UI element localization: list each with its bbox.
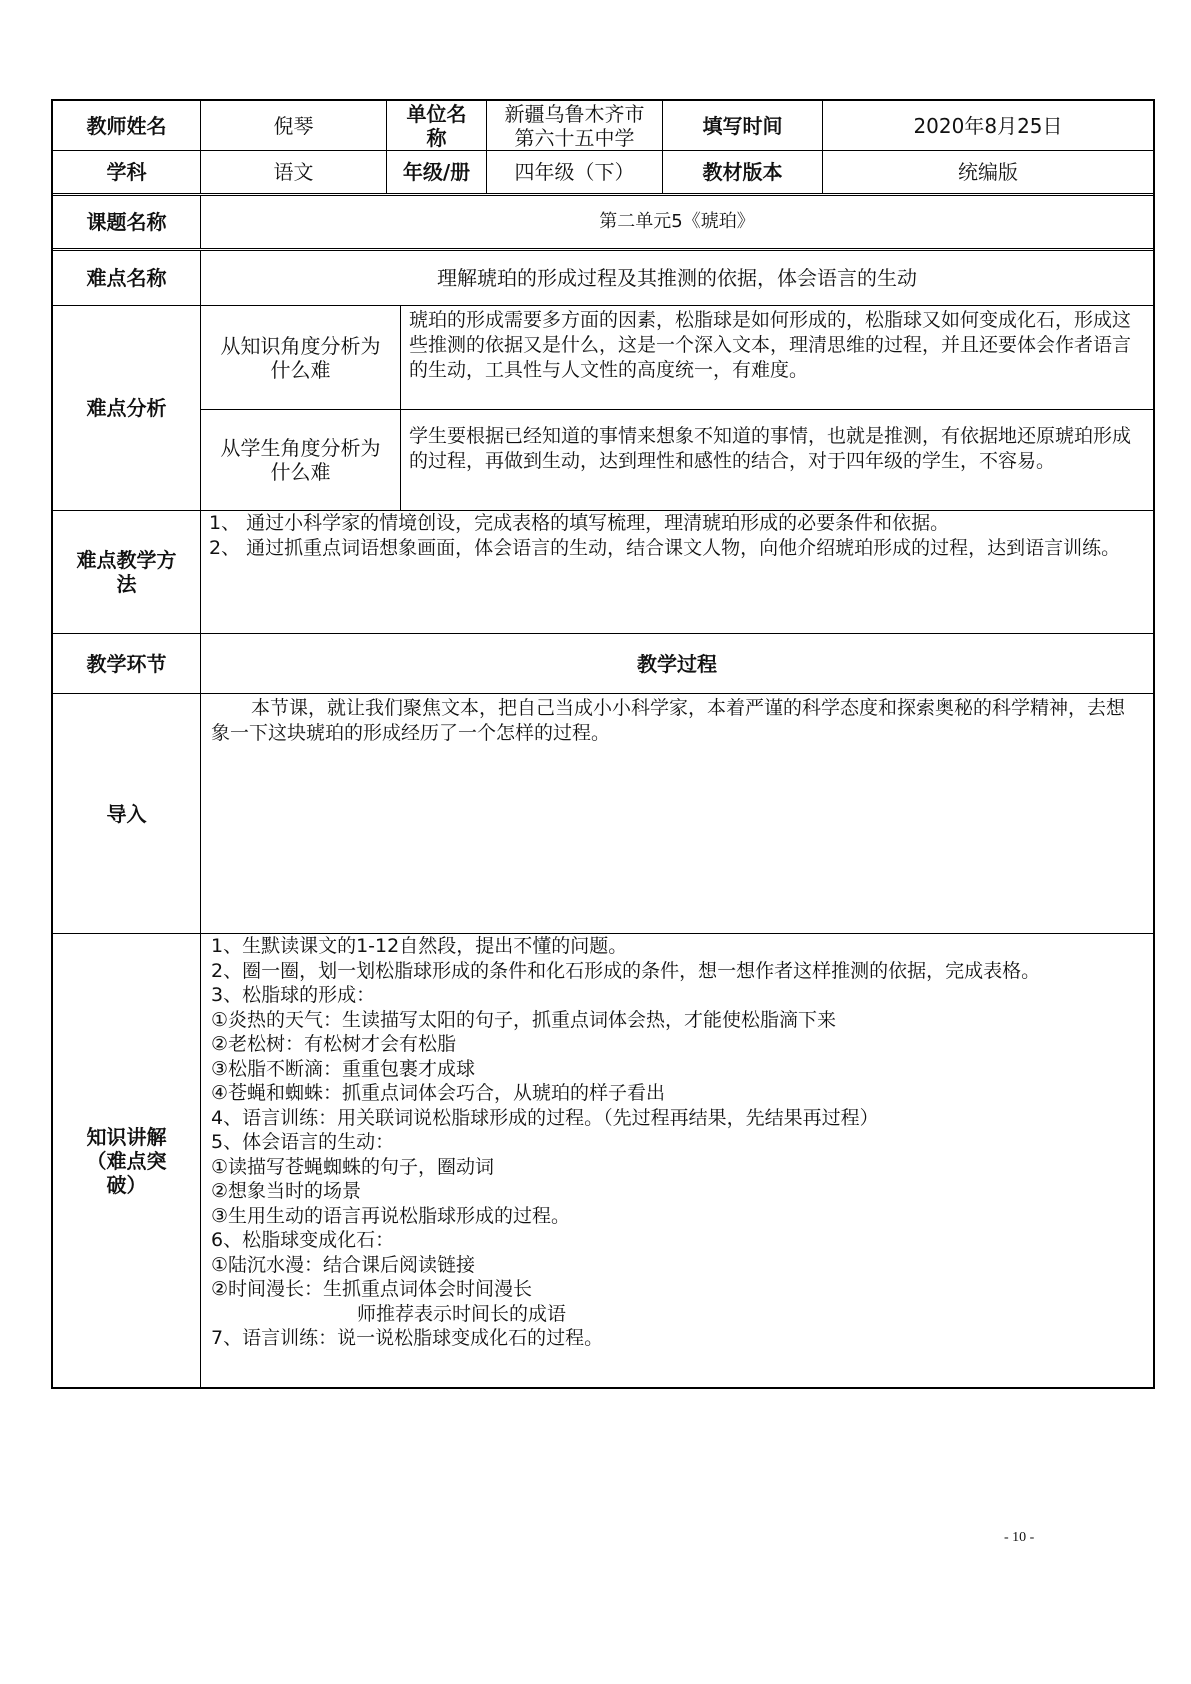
topic-value: 第二单元5《琥珀》	[599, 211, 755, 232]
page-number: - 10 -	[1004, 1530, 1035, 1545]
lecture-line: ④苍蝇和蜘蛛：抓重点词体会巧合，从琥珀的样子看出	[211, 1082, 666, 1104]
process-label: 教学环节	[53, 634, 201, 693]
knowledge-text: 琥珀的形成需要多方面的因素，松脂球是如何形成的，松脂球又如何变成化石，形成这些推测的依据又是什么，这是一个深入文本，理清思维的过程，并且还要体会作者语言的生动，工具性与人文性的高度统一，有难度。	[409, 309, 1132, 381]
method-item: 2、 通过抓重点词语想象画面，体会语言的生动，结合课文人物，向他介绍琥珀形成的过程，达到语言训练。	[209, 537, 1121, 559]
lesson-plan-table	[51, 99, 1155, 1389]
intro-label: 导入	[53, 694, 201, 933]
unit-value: 新疆乌鲁木齐市第六十五中学	[487, 101, 663, 150]
unit-label: 单位名称	[387, 101, 487, 150]
subject-label: 学科	[53, 151, 201, 193]
lecture-line: ②想象当时的场景	[211, 1180, 362, 1202]
header-row-1	[53, 101, 1153, 151]
lecture-line: 1、生默读课文的1-12自然段，提出不懂的问题。	[211, 935, 628, 957]
topic-row	[53, 196, 1153, 251]
subject-value: 语文	[201, 151, 387, 193]
lecture-line: ②时间漫长：生抓重点词体会时间漫长	[211, 1278, 533, 1300]
analysis-label: 难点分析	[53, 306, 201, 510]
teacher-label: 教师姓名	[53, 101, 201, 150]
knowledge-analysis	[201, 306, 1153, 410]
process-header-row	[53, 634, 1153, 694]
method-label: 难点教学方法	[53, 511, 201, 633]
edition-label: 教材版本	[663, 151, 823, 193]
lecture-line: 5、体会语言的生动：	[211, 1131, 395, 1153]
lecture-line: ②老松树：有松树才会有松脂	[211, 1033, 457, 1055]
edition-value: 统编版	[958, 160, 1018, 184]
difficulty-row	[53, 251, 1153, 306]
topic-label: 课题名称	[53, 196, 201, 248]
method-item: 1、 通过小科学家的情境创设，完成表格的填写梳理，理清琥珀形成的必要条件和依据。	[209, 512, 950, 534]
method-row	[53, 511, 1153, 634]
date-label: 填写时间	[663, 101, 823, 150]
grade-value: 四年级（下）	[487, 151, 663, 193]
lecture-line: 6、松脂球变成化石：	[211, 1229, 395, 1251]
lecture-body	[201, 934, 1153, 1387]
lecture-line: 4、语言训练：用关联词说松脂球形成的过程。（先过程再结果，先结果再过程）	[211, 1106, 879, 1129]
difficulty-label: 难点名称	[53, 251, 201, 305]
lecture-row	[53, 934, 1153, 1389]
lecture-line: ①炎热的天气：生读描写太阳的句子，抓重点词体会热，才能使松脂滴下来	[211, 1008, 837, 1031]
intro-text: 本节课，就让我们聚焦文本，把自己当成小小科学家，本着严谨的科学态度和探索奥秘的科学精神，去想象一下这块琥珀的形成经历了一个怎样的过程。	[211, 697, 1126, 744]
lecture-line: 师推荐表示时间长的成语	[357, 1302, 567, 1325]
method-body	[201, 511, 1153, 633]
student-label: 从学生角度分析为什么难	[201, 410, 401, 510]
header-row-2	[53, 151, 1153, 196]
process-value: 教学过程	[637, 651, 717, 676]
student-text: 学生要根据已经知道的事情来想象不知道的事情，也就是推测，有依据地还原琥珀形成的过程，再做到生动，达到理性和感性的结合，对于四年级的学生，不容易。	[409, 425, 1132, 472]
date-value: 2020年8月25日	[913, 113, 1063, 138]
lecture-label: 知识讲解（难点突破）	[53, 934, 201, 1387]
intro-row	[53, 694, 1153, 934]
teacher-value: 倪琴	[201, 101, 387, 150]
lecture-line: ③生用生动的语言再说松脂球形成的过程。	[211, 1204, 571, 1227]
student-analysis	[201, 410, 1153, 510]
lecture-line: ③松脂不断滴：重重包裹才成球	[211, 1057, 476, 1080]
lecture-line: ①读描写苍蝇蜘蛛的句子，圈动词	[211, 1155, 495, 1178]
grade-label: 年级/册	[387, 151, 487, 193]
knowledge-label: 从知识角度分析为什么难	[201, 306, 401, 409]
analysis-body	[201, 306, 1153, 510]
difficulty-value: 理解琥珀的形成过程及其推测的依据，体会语言的生动	[437, 266, 917, 290]
lecture-line: 2、圈一圈，划一划松脂球形成的条件和化石形成的条件，想一想作者这样推测的依据，完成表格。	[211, 959, 1041, 982]
lecture-line: ①陆沉水漫：结合课后阅读链接	[211, 1253, 476, 1276]
lecture-line: 7、语言训练：说一说松脂球变成化石的过程。	[211, 1327, 604, 1349]
analysis-row	[53, 306, 1153, 511]
lecture-line: 3、松脂球的形成：	[211, 984, 376, 1006]
